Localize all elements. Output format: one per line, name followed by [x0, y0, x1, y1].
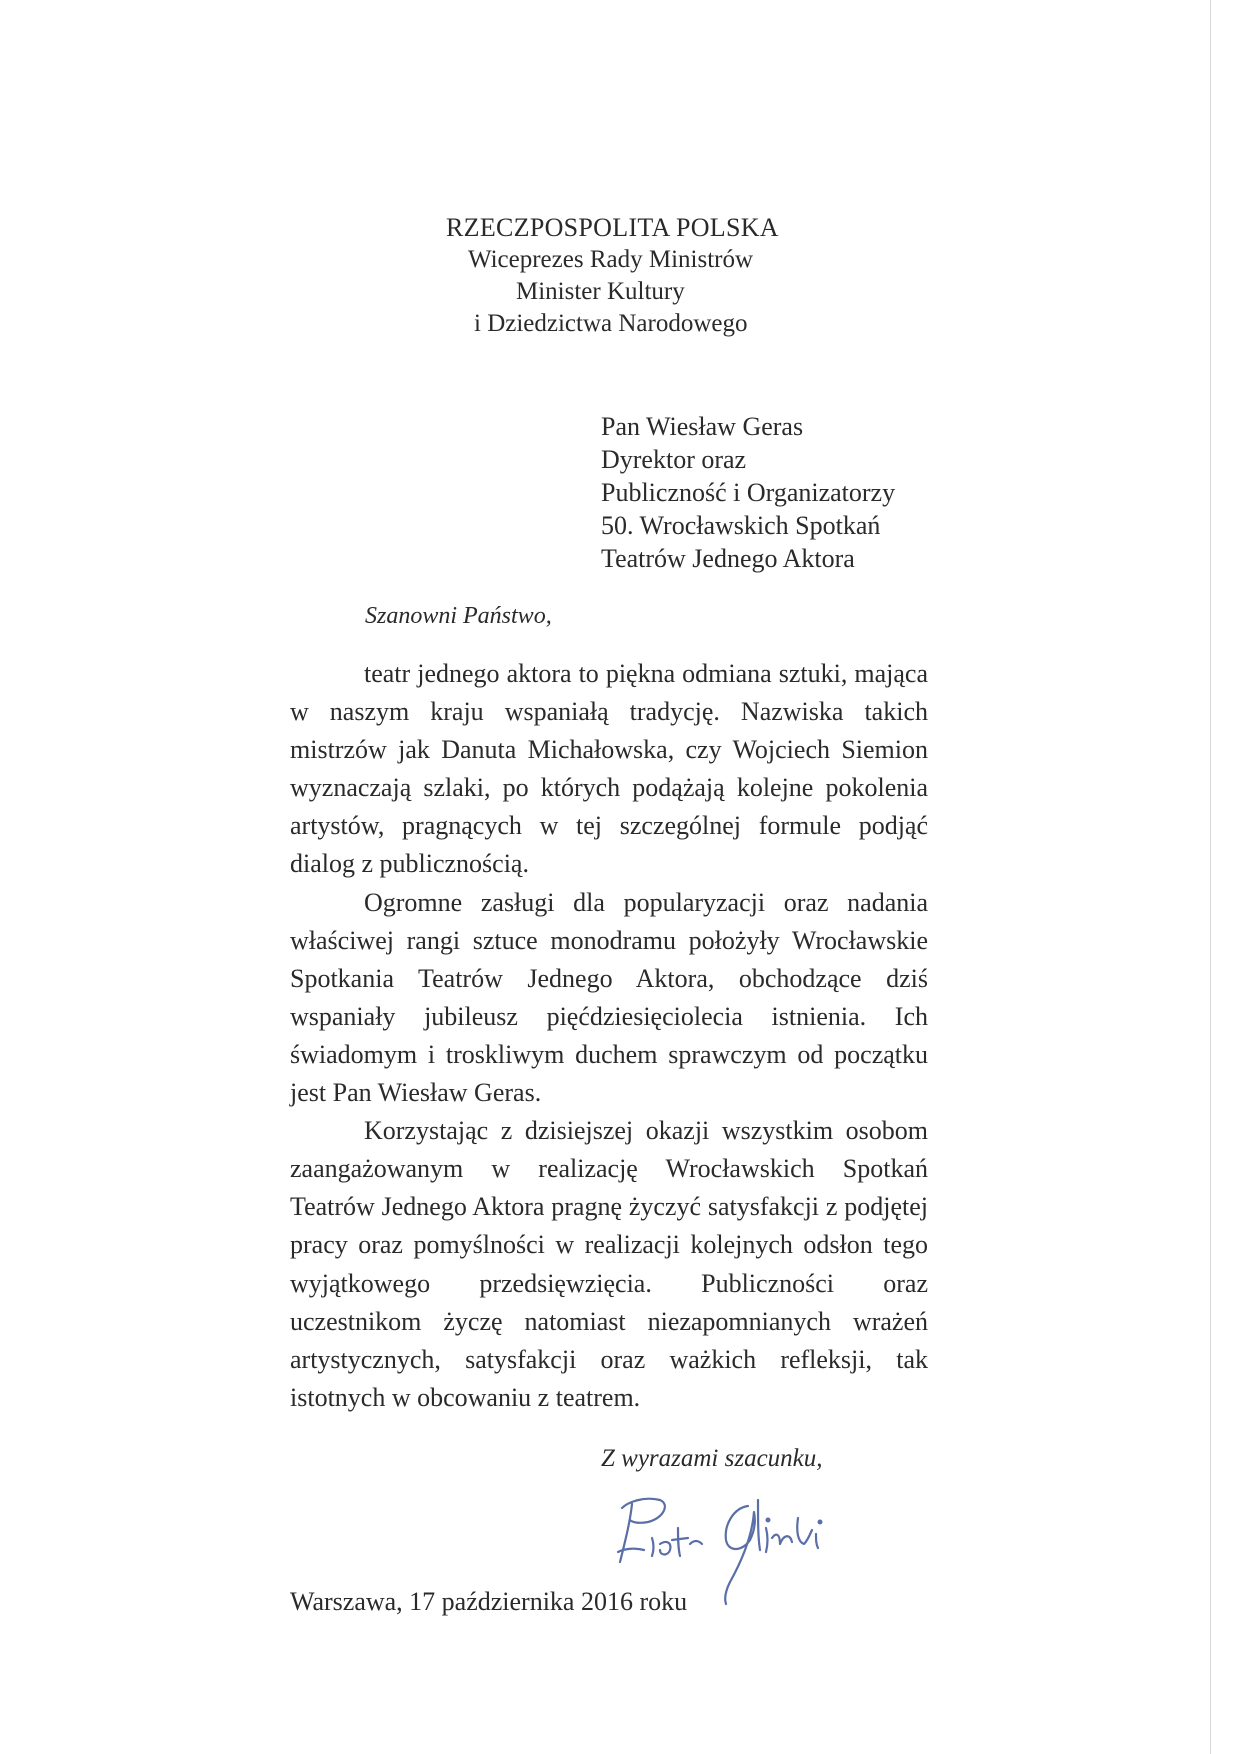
body-paragraph: Ogromne zasługi dla popularyzacji oraz nadania właściwej rangi sztuce monodramu położyły Wrocławskie Spotkania Teatrów Jednego Aktora, obchodzące dziś wspaniały jubileusz pięćdziesięciolecia istnienia. Ich świadomym i troskliwym duchem sprawczym od początku jest Pan Wiesław Geras.: [290, 887, 928, 1108]
letterhead-office: Wiceprezes Rady Ministrów: [468, 246, 754, 273]
recipient-block: [601, 410, 961, 575]
recipient-line: Publiczność i Organizatorzy: [601, 478, 896, 507]
recipient-line: Dyrektor oraz: [601, 445, 747, 474]
page-edge-line: [1210, 0, 1211, 1754]
closing-formula: Z wyrazami szacunku,: [601, 1445, 823, 1472]
letter-body: [290, 655, 928, 1417]
recipient-line: 50. Wrocławskich Spotkań: [601, 511, 881, 540]
letterhead-ministry-line1: Minister Kultury: [516, 278, 685, 305]
body-paragraph: Korzystając z dzisiejszej okazji wszystkim osobom zaangażowanym w realizację Wrocławskich Spotkań Teatrów Jednego Aktora pragnę życzyć satysfakcji z podjętej pracy oraz pomyślności w realizacji kolejnych odsłon tego wyjątkowego przedsięwzięcia. Publiczności oraz uczestnikom życzę natomiast niezapomnianych wrażeń artystycznych, satysfakcji oraz ważkich refleksji, tak istotnych w obcowaniu z teatrem.: [290, 1116, 928, 1412]
letterhead-ministry-line2: i Dziedzictwa Narodowego: [474, 310, 748, 337]
letterhead-country: RZECZPOSPOLITA POLSKA: [446, 213, 779, 242]
place-and-date: Warszawa, 17 października 2016 roku: [290, 1587, 688, 1616]
body-paragraph: teatr jednego aktora to piękna odmiana sztuki, mająca w naszym kraju wspaniałą tradycję. Nazwiska takich mistrzów jak Danuta Michałowska, czy Wojciech Siemion wyznaczają szlaki, po których podążają kolejne pokolenia artystów, pragnących w tej szczególnej formule podjąć dialog z publicznością.: [290, 659, 928, 879]
recipient-line: Teatrów Jednego Aktora: [601, 544, 855, 573]
letterhead: [380, 212, 840, 340]
recipient-line: Pan Wiesław Geras: [601, 412, 804, 441]
salutation: Szanowni Państwo,: [365, 603, 552, 629]
